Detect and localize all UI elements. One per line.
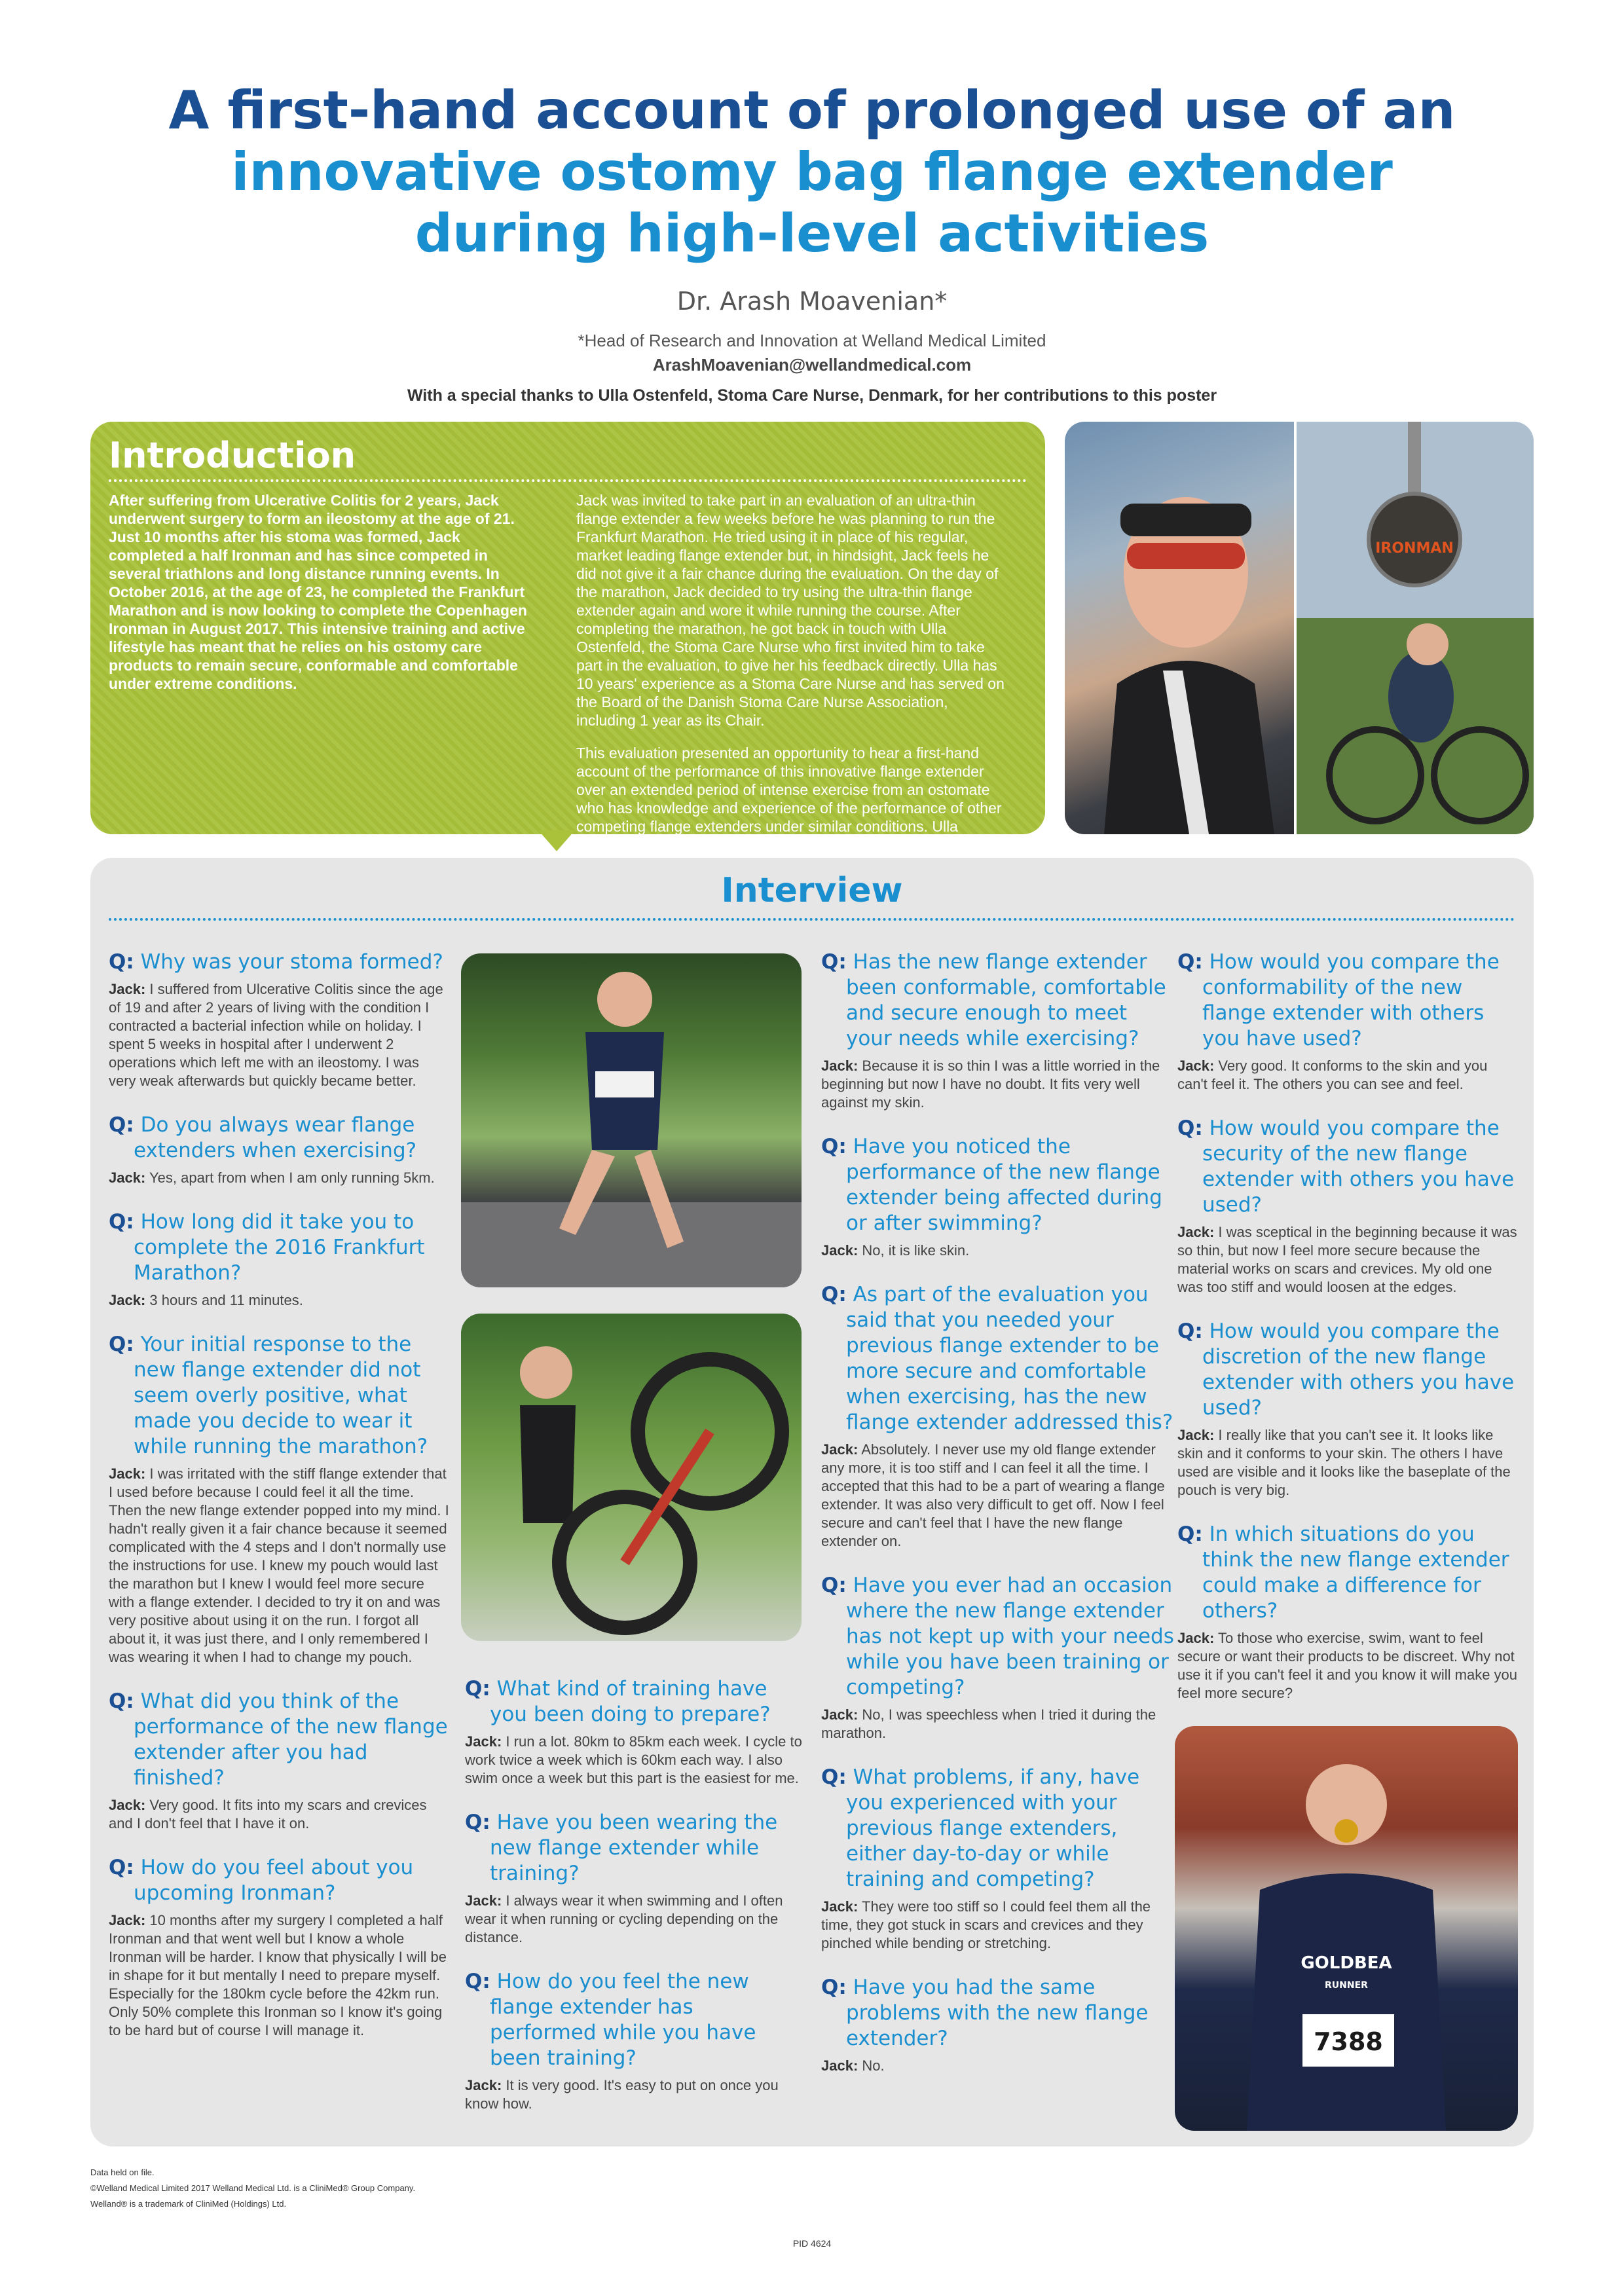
interview-column-1 bbox=[109, 949, 449, 2062]
introduction-column-2 bbox=[576, 491, 1005, 887]
answer-prefix: Jack: bbox=[821, 1058, 858, 1074]
answer bbox=[109, 1911, 449, 2040]
answer bbox=[465, 2076, 805, 2113]
answer-text: It is very good. It's easy to put on once you know how. bbox=[465, 2077, 779, 2112]
question-text: Have you noticed the performance of the new flange extender being affected during or after swimming? bbox=[846, 1135, 1162, 1235]
question bbox=[109, 1209, 449, 1286]
interview-column-2 bbox=[465, 1676, 805, 2135]
introduction-summary: After suffering from Ulcerative Colitis for 2 years, Jack underwent surgery to form an ileostomy at the age of 21. Just 10 months after his stoma was formed, Jack completed a half Ironman and has since competed in several triathlons and long distance running events. In October 2016, at the age of 23, he completed the Frankfurt Marathon and is now looking to complete the Copenhagen Ironman in August 2017. This intensive training and active lifestyle has meant that he relies on his ostomy care products to remain secure, conformable and comfortable under extreme conditions. bbox=[109, 492, 527, 692]
answer bbox=[109, 1169, 449, 1187]
question-prefix: Q: bbox=[109, 950, 134, 974]
qa-item bbox=[109, 1113, 449, 1187]
qa-item bbox=[109, 1209, 449, 1310]
question-text: Have you been wearing the new flange extender while training? bbox=[490, 1811, 778, 1885]
question-prefix: Q: bbox=[109, 1856, 134, 1879]
answer-text: I was sceptical in the beginning because it was so thin, but now I feel more secure because the material works on scars and crevices. My old one was too stiff and would loosen at the edges. bbox=[1177, 1224, 1517, 1295]
qa-item bbox=[821, 1134, 1175, 1260]
photo-medal-and-cycling bbox=[1297, 422, 1534, 834]
answer-prefix: Jack: bbox=[109, 1465, 146, 1482]
photo-runner-with-medal bbox=[1175, 1726, 1518, 2131]
answer-text: No, I was speechless when I tried it during the marathon. bbox=[821, 1706, 1156, 1741]
answer-text: No, it is like skin. bbox=[862, 1242, 970, 1259]
answer-prefix: Jack: bbox=[109, 981, 146, 997]
answer-text: 10 months after my surgery I completed a half Ironman and that went well but I know a whole Ironman will be harder. I know that physically I will be in shape for it but mentally I need to prepare myself. Especially for the 180km cycle before the 42km run. Only 50% complete this Ironman so I know it's going to be hard but of course I will manage it. bbox=[109, 1912, 447, 2038]
question-text: What did you think of the performance of the new flange extender after you had finished? bbox=[134, 1689, 448, 1790]
question-prefix: Q: bbox=[465, 1677, 490, 1701]
qa-item bbox=[109, 1332, 449, 1667]
question-text: How long did it take you to complete the 2016 Frankfurt Marathon? bbox=[134, 1210, 425, 1285]
question-prefix: Q: bbox=[1177, 1116, 1203, 1140]
answer-prefix: Jack: bbox=[821, 1441, 858, 1458]
interview-column-4 bbox=[1177, 949, 1518, 1725]
qa-item bbox=[1177, 1522, 1518, 1703]
answer-prefix: Jack: bbox=[821, 2057, 858, 2074]
question-prefix: Q: bbox=[821, 1574, 847, 1597]
introduction-panel bbox=[90, 422, 1045, 853]
question bbox=[109, 1332, 449, 1460]
title-line-3: during high-level activities bbox=[415, 203, 1209, 264]
answer bbox=[1177, 1629, 1518, 1703]
answer bbox=[1177, 1223, 1518, 1297]
answer-text: I suffered from Ulcerative Colitis since the age of 19 and after 2 years of living with the condition I contracted a bacterial infection while on holiday. I spent 5 weeks in hospital after I underwent 2 operations which left me with an ileostomy. I was very weak afterwards but quickly became better. bbox=[109, 981, 443, 1089]
interview-divider bbox=[109, 918, 1515, 921]
question-prefix: Q: bbox=[109, 1333, 134, 1356]
question bbox=[1177, 1319, 1518, 1421]
question-text: Your initial response to the new flange extender did not seem overly positive, what made you decide to wear it while running the marathon? bbox=[134, 1333, 428, 1458]
answer-prefix: Jack: bbox=[1177, 1630, 1215, 1646]
answer-prefix: Jack: bbox=[109, 1797, 146, 1813]
question bbox=[109, 1855, 449, 1906]
qa-item bbox=[1177, 949, 1518, 1094]
answer bbox=[821, 1441, 1175, 1551]
photo-bike-lift bbox=[461, 1314, 802, 1641]
answer-text: 3 hours and 11 minutes. bbox=[149, 1292, 303, 1308]
answer bbox=[1177, 1426, 1518, 1500]
question-text: Has the new flange extender been conformable, comfortable and secure enough to meet your needs while exercising? bbox=[846, 950, 1166, 1050]
author-affiliation: *Head of Research and Innovation at Welland Medical Limited bbox=[578, 331, 1046, 350]
question-text: Why was your stoma formed? bbox=[140, 950, 443, 974]
poster-id: PID 4624 bbox=[792, 2238, 832, 2249]
question bbox=[1177, 1116, 1518, 1218]
question-text: Do you always wear flange extenders when exercising? bbox=[134, 1113, 417, 1162]
question-text: How would you compare the conformability of the new flange extender with others you have used? bbox=[1202, 950, 1500, 1050]
qa-item bbox=[821, 1282, 1175, 1551]
answer-text: I run a lot. 80km to 85km each week. I cycle to work twice a week which is 60km each way. I also swim once a week but this part is the easiest for me. bbox=[465, 1733, 802, 1786]
qa-item bbox=[465, 1676, 805, 1788]
photo-athlete-portrait bbox=[1065, 422, 1294, 834]
answer bbox=[821, 1242, 1175, 1260]
footnote-trademark: Welland® is a trademark of CliniMed (Holdings) Ltd. bbox=[90, 2199, 287, 2209]
interview-column-3 bbox=[821, 949, 1175, 2097]
answer-prefix: Jack: bbox=[109, 1170, 146, 1186]
qa-item bbox=[821, 1573, 1175, 1742]
answer-text: They were too stiff so I could feel them all the time, they got stuck in scars and crevices and they pinched while bending or stretching. bbox=[821, 1898, 1151, 1951]
question-text: How do you feel the new flange extender has performed while you have been training? bbox=[490, 1970, 756, 2070]
introduction-pointer bbox=[538, 830, 575, 851]
photo-running bbox=[461, 953, 802, 1287]
question-prefix: Q: bbox=[821, 1283, 847, 1306]
answer bbox=[109, 1291, 449, 1310]
answer bbox=[821, 1898, 1175, 1953]
question-prefix: Q: bbox=[821, 950, 847, 974]
answer-prefix: Jack: bbox=[821, 1898, 858, 1915]
question-prefix: Q: bbox=[821, 1135, 847, 1158]
answer-prefix: Jack: bbox=[465, 2077, 502, 2093]
question bbox=[821, 1573, 1175, 1701]
question-prefix: Q: bbox=[109, 1113, 134, 1137]
bike-lift-illustration bbox=[461, 1314, 802, 1641]
medal-cycling-illustration bbox=[1297, 422, 1534, 834]
introduction-paragraph-2: Jack was invited to take part in an evaluation of an ultra-thin flange extender a few weeks before he was planning to run the Frankfurt Marathon. He tried using it in place of his regular, market leading flange extender but, in hindsight, Jack feels he did not give it a fair chance during the evaluation. On the day of the marathon, Jack decided to try using the ultra-thin flange extender again and wore it while running the course. After completing the marathon, he got back in touch with Ulla Ostenfeld, the Stoma Care Nurse who first invited him to take part in the evaluation, to give her his feedback directly. Ulla has 10 years' experience as a Stoma Care Nurse and has served on the Board of the Danish Stoma Care Nurse Association, including 1 year as its Chair. bbox=[576, 492, 1005, 729]
race-bib-number: 7388 bbox=[1314, 2027, 1383, 2056]
question bbox=[821, 1134, 1175, 1236]
qa-item bbox=[821, 949, 1175, 1112]
question-text: In which situations do you think the new flange extender could make a difference for others? bbox=[1202, 1522, 1509, 1623]
answer bbox=[821, 1057, 1175, 1112]
answer-prefix: Jack: bbox=[1177, 1427, 1215, 1443]
qa-item bbox=[109, 1689, 449, 1833]
question-prefix: Q: bbox=[465, 1811, 490, 1834]
shirt-runner-text: RUNNER bbox=[1325, 1980, 1368, 1991]
answer-text: Absolutely. I never use my old flange extender any more, it is too stiff and I can feel it all the time. I accepted that this had to be a part of wearing a flange extender. It was also very difficult to get off. Now I feel secure and can't feel that I have the new flange extender on. bbox=[821, 1441, 1165, 1549]
qa-item bbox=[821, 1765, 1175, 1953]
qa-item bbox=[465, 1810, 805, 1947]
medal-text: IRONMAN bbox=[1375, 540, 1454, 557]
question-prefix: Q: bbox=[109, 1210, 134, 1234]
answer bbox=[109, 1796, 449, 1833]
answer bbox=[1177, 1057, 1518, 1094]
question-prefix: Q: bbox=[1177, 1319, 1203, 1343]
question-prefix: Q: bbox=[821, 1976, 847, 1999]
question-text: What problems, if any, have you experienced with your previous flange extenders, either day-to-day or while training and competing? bbox=[846, 1765, 1140, 1891]
answer-text: Yes, apart from when I am only running 5km. bbox=[149, 1170, 435, 1186]
answer-text: Very good. It fits into my scars and crevices and I don't feel that I have it on. bbox=[109, 1797, 427, 1832]
footnote-copyright: ©Welland Medical Limited 2017 Welland Medical Ltd. is a CliniMed® Group Company. bbox=[90, 2183, 416, 2193]
athlete-portrait-illustration bbox=[1065, 422, 1294, 834]
qa-item bbox=[1177, 1319, 1518, 1500]
answer bbox=[465, 1892, 805, 1947]
introduction-heading: Introduction bbox=[109, 435, 356, 476]
introduction-paragraph-3: This evaluation presented an opportunity to hear a first-hand account of the performance of this innovative flange extender over an extended period of intense exercise from an ostomate who has knowledge and experience of the performance of other competing flange extenders under similar conditions. Ulla arranged to interview Jack and find out more about his bbox=[576, 745, 1002, 853]
answer-prefix: Jack: bbox=[821, 1706, 858, 1723]
question-prefix: Q: bbox=[465, 1970, 490, 1993]
question bbox=[109, 1689, 449, 1791]
answer-text: Because it is so thin I was a little worried in the beginning but now I have no doubt. It fits very well against my skin. bbox=[821, 1058, 1160, 1111]
interview-heading: Interview bbox=[721, 871, 903, 910]
question-text: How do you feel about you upcoming Ironman? bbox=[134, 1856, 414, 1905]
question bbox=[465, 1676, 805, 1727]
answer bbox=[109, 980, 449, 1090]
title-line-2: innovative ostomy bag flange extender bbox=[231, 141, 1393, 202]
qa-item bbox=[1177, 1116, 1518, 1297]
answer-text: I always wear it when swimming and I often wear it when running or cycling depending on the distance. bbox=[465, 1892, 783, 1945]
acknowledgement: With a special thanks to Ulla Ostenfeld, Stoma Care Nurse, Denmark, for her contributions to this poster bbox=[407, 386, 1217, 405]
question bbox=[821, 949, 1175, 1052]
answer-text: To those who exercise, swim, want to feel secure or want their products to be discreet. Why not use it if you can't feel it and you know it will make you feel more secure? bbox=[1177, 1630, 1518, 1701]
answer-text: Very good. It conforms to the skin and you can't feel it. The others you can see and feel. bbox=[1177, 1058, 1488, 1092]
answer bbox=[821, 1706, 1175, 1742]
answer-text: No. bbox=[862, 2057, 885, 2074]
question-prefix: Q: bbox=[1177, 950, 1203, 974]
question-text: What kind of training have you been doing to prepare? bbox=[490, 1677, 771, 1726]
qa-item bbox=[821, 1975, 1175, 2075]
question-prefix: Q: bbox=[1177, 1522, 1203, 1546]
footnotes bbox=[90, 2165, 415, 2212]
question bbox=[821, 1765, 1175, 1892]
question bbox=[109, 1113, 449, 1164]
answer-prefix: Jack: bbox=[1177, 1224, 1215, 1240]
answer bbox=[109, 1465, 449, 1667]
introduction-column-1 bbox=[109, 491, 538, 707]
title-line-1: A first-hand account of prolonged use of an bbox=[168, 80, 1456, 141]
shirt-brand-text: GOLDBEA bbox=[1301, 1953, 1392, 1973]
question bbox=[109, 949, 449, 975]
question-text: How would you compare the security of the new flange extender with others you have used? bbox=[1202, 1116, 1515, 1217]
question-text: Have you had the same problems with the new flange extender? bbox=[846, 1976, 1149, 2050]
question-text: As part of the evaluation you said that you needed your previous flange extender to be more secure and comfortable when exercising, has the new flange extender addressed this? bbox=[846, 1283, 1173, 1434]
answer bbox=[821, 2057, 1175, 2075]
runner-medal-illustration bbox=[1175, 1726, 1518, 2131]
answer-text: I was irritated with the stiff flange extender that I used before because I could feel it all the time. Then the new flange extender popped into my mind. I hadn't really given it a fair chance because it seemed complicated with the 4 steps and I don't normally use the instructions for use. I knew my pouch would last the marathon but I knew I would feel more secure with a flange extender. I decided to try it on and was very positive about using it on the run. I forgot all about it, it was just there, and I only remembered I was wearing it when I had to change my pouch. bbox=[109, 1465, 449, 1665]
author-name: Dr. Arash Moavenian* bbox=[676, 287, 948, 316]
answer-prefix: Jack: bbox=[465, 1892, 502, 1909]
answer-text: I really like that you can't see it. It looks like skin and it conforms to your skin. The others I have used are visible and it looks like the baseplate of the pouch is very big. bbox=[1177, 1427, 1511, 1498]
introduction-divider bbox=[109, 479, 1027, 482]
question bbox=[821, 1282, 1175, 1435]
running-illustration bbox=[461, 953, 802, 1287]
interview-panel bbox=[90, 858, 1534, 2146]
question bbox=[821, 1975, 1175, 2052]
question-text: Have you ever had an occasion where the new flange extender has not kept up with your needs while you have been training or competing? bbox=[846, 1574, 1174, 1699]
question bbox=[1177, 949, 1518, 1052]
answer-prefix: Jack: bbox=[109, 1912, 146, 1928]
answer-prefix: Jack: bbox=[1177, 1058, 1215, 1074]
qa-item bbox=[465, 1969, 805, 2113]
question bbox=[1177, 1522, 1518, 1624]
question-prefix: Q: bbox=[109, 1689, 134, 1713]
answer bbox=[465, 1733, 805, 1788]
answer-prefix: Jack: bbox=[821, 1242, 858, 1259]
author-email: ArashMoavenian@wellandmedical.com bbox=[652, 355, 972, 375]
footnote-data: Data held on file. bbox=[90, 2167, 155, 2177]
qa-item bbox=[109, 1855, 449, 2040]
question-prefix: Q: bbox=[821, 1765, 847, 1789]
answer-prefix: Jack: bbox=[109, 1292, 146, 1308]
answer-prefix: Jack: bbox=[465, 1733, 502, 1750]
question-text: How would you compare the discretion of the new flange extender with others you have used? bbox=[1202, 1319, 1515, 1420]
poster-title bbox=[131, 80, 1493, 265]
question bbox=[465, 1810, 805, 1887]
question bbox=[465, 1969, 805, 2071]
qa-item bbox=[109, 949, 449, 1090]
